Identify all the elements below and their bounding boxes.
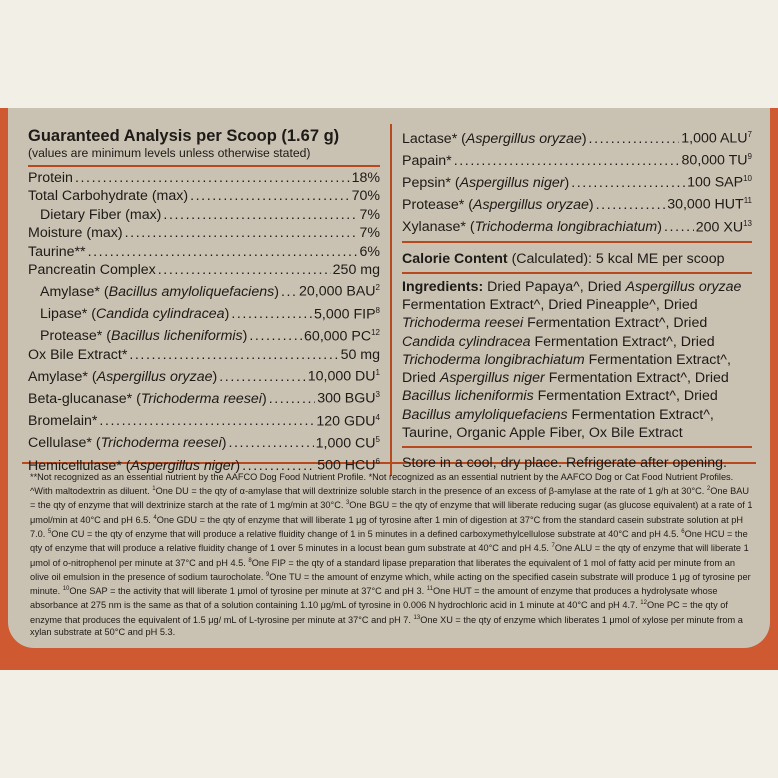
footnote-ref: 3 bbox=[375, 390, 380, 400]
value-text: 120 GDU bbox=[316, 413, 376, 430]
leader-dots bbox=[163, 206, 357, 224]
nutrient-name: Dietary Fiber (max) bbox=[40, 206, 162, 223]
footnote-number: 11 bbox=[426, 586, 433, 593]
footnote-ref: 9 bbox=[747, 152, 752, 162]
value-text: 70% bbox=[351, 188, 380, 205]
value-text: 5,000 FIP bbox=[314, 306, 376, 323]
title-rule bbox=[28, 165, 380, 167]
footnotes bbox=[30, 471, 754, 638]
nutrient-row bbox=[28, 224, 380, 242]
value-text: 30,000 HUT bbox=[667, 197, 744, 214]
nutrient-value bbox=[681, 126, 752, 148]
leader-dots bbox=[75, 169, 350, 187]
nutrient-value bbox=[308, 364, 380, 386]
nutrient-row bbox=[402, 215, 752, 237]
nutrient-value bbox=[687, 170, 752, 192]
calorie-text: (Calculated): 5 kcal ME per scoop bbox=[507, 250, 725, 267]
ingredient-text: Fermentation Extract^, Dried bbox=[544, 370, 729, 387]
nutrient-label bbox=[40, 283, 279, 301]
species-name: Aspergillus oryzae bbox=[96, 369, 213, 385]
footnote-ref: 13 bbox=[743, 218, 752, 228]
footnote-ref: 2 bbox=[375, 283, 380, 293]
column-divider bbox=[390, 124, 392, 476]
footnote-number: 9 bbox=[265, 571, 270, 578]
nutrient-row bbox=[28, 279, 380, 301]
paren-open: ( bbox=[87, 306, 97, 323]
nutrient-value bbox=[682, 148, 752, 170]
species-name: Trichoderma reesei bbox=[100, 435, 222, 452]
paren-close: ) bbox=[564, 175, 570, 192]
nutrient-value bbox=[359, 206, 380, 224]
paren-close: ) bbox=[235, 457, 241, 474]
value-text: 1,000 CU bbox=[315, 435, 376, 452]
footnote-number: 13 bbox=[413, 614, 421, 621]
nutrient-value bbox=[304, 324, 380, 346]
bottom-background bbox=[0, 670, 778, 778]
nutrient-row bbox=[28, 431, 380, 453]
value-text: 10,000 DU bbox=[307, 369, 376, 385]
nutrient-row bbox=[402, 148, 752, 170]
guaranteed-analysis-section bbox=[28, 126, 380, 475]
nutrient-row bbox=[28, 386, 380, 408]
ingredient-species: Bacillus amyloliquefaciens bbox=[402, 406, 568, 423]
leader-dots bbox=[129, 346, 338, 364]
ingredient-species: Trichoderma reesei bbox=[402, 315, 524, 332]
storage-rule bbox=[402, 446, 752, 448]
ingredient-species: Aspergillus oryzae bbox=[625, 278, 742, 295]
nutrient-name: Ox Bile Extract* bbox=[28, 346, 128, 363]
value-text: 100 SAP bbox=[687, 175, 744, 192]
nutrient-row bbox=[402, 126, 752, 148]
nutrient-name: Hemicellulase* bbox=[28, 457, 122, 474]
footnote-text: One BGU = the qty of enzyme that will liberate reducing sugar (as glucose equivalent) at a rate of 1 μmol/min at 40°C and pH 6.5. bbox=[30, 500, 753, 525]
species-name: Aspergillus oryzae bbox=[472, 197, 589, 214]
nutrient-row bbox=[402, 192, 752, 214]
nutrient-name: Total Carbohydrate (max) bbox=[28, 188, 189, 205]
paren-open: ( bbox=[132, 391, 141, 408]
nutrient-name: Moisture (max) bbox=[28, 225, 123, 242]
paren-open: ( bbox=[91, 435, 101, 452]
ingredient-text: Fermentation Extract^, Dried Pineapple^, Dried bbox=[402, 297, 698, 313]
leader-dots bbox=[125, 224, 358, 242]
footnote-number: 2 bbox=[706, 486, 711, 493]
footnote-ref: 6 bbox=[375, 456, 380, 466]
nutrient-row bbox=[28, 187, 380, 205]
footnote-text: One PC = the qty of enzyme that produces the equivalent of 1.5 μg/ mL of L-tyrosine per minute at 37°C and pH 7. bbox=[30, 600, 728, 625]
leader-dots bbox=[99, 412, 314, 430]
species-name: Bacillus amyloliquefaciens bbox=[108, 284, 275, 301]
footnote-number: 4 bbox=[153, 514, 157, 521]
footnote-ref: 1 bbox=[375, 368, 380, 378]
nutrient-row bbox=[28, 243, 380, 261]
footnote-text: One DU = the qty of α-amylase that will dextrinize soluble starch in the presence of an excess of β-amylase at the rate of 1 g/h at 30°C. bbox=[155, 486, 707, 497]
leader-dots bbox=[269, 390, 315, 408]
footnote-ref: 10 bbox=[743, 174, 752, 184]
value-text: 80,000 TU bbox=[681, 152, 748, 169]
nutrient-label bbox=[28, 368, 217, 386]
species-name: Aspergillus oryzae bbox=[465, 130, 582, 147]
ingredients-label: Ingredients: bbox=[402, 278, 484, 295]
leader-dots bbox=[454, 152, 680, 170]
footnote-text: One BAU = the qty of enzyme that will dextrinize starch at the rate of 1 mg/min at 30°C. bbox=[30, 486, 750, 511]
calorie-rule-top bbox=[402, 241, 752, 243]
paren-open: ( bbox=[99, 284, 109, 301]
nutrient-label bbox=[28, 434, 226, 452]
footnote-text: One SAP = the activity that will liberate 1 μmol of tyrosine per minute at 37°C and pH 3. bbox=[69, 586, 427, 597]
footnote-ref: 5 bbox=[375, 434, 380, 444]
nutrient-name: Protease* bbox=[40, 328, 103, 345]
analysis-rows bbox=[28, 169, 380, 475]
nutrient-label bbox=[28, 261, 156, 279]
nutrient-name: Pancreatin Complex bbox=[28, 262, 156, 279]
footnote-text: One HCU = the qty of enzyme that will produce a relative fluidity change of 1 over 5 minutes in a locust bean gum substrate at 40°C and pH 4.5. bbox=[30, 529, 748, 554]
paren-close: ) bbox=[242, 328, 248, 345]
nutrient-label bbox=[402, 196, 594, 214]
species-name: Trichoderma reesei bbox=[140, 391, 262, 408]
value-text: 7% bbox=[359, 225, 380, 242]
nutrient-row bbox=[28, 302, 380, 324]
nutrient-value bbox=[316, 431, 380, 453]
species-name: Trichoderma longibrachiatum bbox=[474, 219, 658, 236]
nutrient-name: Bromelain* bbox=[28, 413, 98, 430]
nutrient-row bbox=[28, 261, 380, 279]
calorie-label: Calorie Content bbox=[402, 250, 508, 267]
nutrient-label bbox=[40, 206, 161, 224]
value-text: 18% bbox=[351, 170, 380, 186]
leader-dots bbox=[664, 218, 694, 236]
value-text: 20,000 BAU bbox=[299, 284, 376, 301]
footnote-text: One FIP = the qty of a standard lipase preparation that liberates the equivalent of 1 mol of fatty acid per minute from an olive oil emulsion in the presence of sodium taurocholate. bbox=[30, 557, 735, 582]
footnote-text: One CU = the qty of enzyme that will produce a relative fluidity change of 1 in 5 minutes in a defined carboxymethylcellulose substrate at 40°C and pH 4.5. bbox=[51, 529, 682, 540]
nutrient-name: Papain* bbox=[402, 152, 452, 169]
footnote-text: One HUT = the amount of enzyme that produces a hydrolysate whose absorbance at 275 nm is the same as that of a solution containing 1.10 μg/mL of tyrosine in 0.006 N hydrochloric acid in 1 minute at 40°C and pH 4.7. bbox=[30, 586, 718, 611]
species-name: Aspergillus niger bbox=[459, 175, 565, 192]
footnote-number: 8 bbox=[248, 557, 252, 564]
guaranteed-analysis-subtitle: (values are minimum levels unless otherwise stated) bbox=[28, 146, 311, 160]
nutrient-label bbox=[402, 152, 452, 170]
paren-open: ( bbox=[450, 175, 460, 192]
leader-dots bbox=[281, 283, 297, 301]
paren-open: ( bbox=[464, 197, 473, 214]
value-text: 50 mg bbox=[340, 346, 380, 363]
paren-open: ( bbox=[87, 369, 97, 385]
nutrient-label bbox=[40, 305, 229, 323]
value-text: 500 HCU bbox=[317, 457, 376, 474]
nutrient-name: Beta-glucanase* bbox=[28, 391, 133, 408]
nutrient-value bbox=[314, 302, 380, 324]
paren-close: ) bbox=[261, 391, 267, 408]
paren-open: ( bbox=[457, 130, 466, 147]
nutrient-value bbox=[359, 243, 380, 261]
footnote-ref: 4 bbox=[375, 412, 380, 422]
leader-dots bbox=[88, 243, 358, 261]
leader-dots bbox=[228, 434, 313, 452]
ingredient-species: Aspergillus niger bbox=[439, 370, 545, 387]
ingredients bbox=[402, 278, 752, 443]
paren-open: ( bbox=[102, 328, 111, 345]
value-text: 250 mg bbox=[332, 262, 380, 279]
leader-dots bbox=[231, 305, 312, 323]
nutrient-label bbox=[28, 243, 86, 261]
footnote-ref: 11 bbox=[743, 196, 752, 206]
enzyme-rows bbox=[402, 126, 752, 237]
nutrient-label bbox=[28, 412, 97, 430]
footnote-text: One XU = the qty of enzyme which liberates 1 μmol of xylose per minute from a xylan substrate at 50°C and pH 5.3. bbox=[30, 614, 743, 637]
nutrient-label bbox=[28, 224, 123, 242]
paren-close: ) bbox=[588, 197, 594, 214]
footnote-text: One GDU = the qty of enzyme that will liberate 1 μg of tyrosine after 1 min of digestion at 37°C from the standard casein substrate solution at pH 7.0. bbox=[30, 514, 743, 540]
footnote-number: 1 bbox=[152, 486, 156, 493]
nutrient-value bbox=[667, 192, 752, 214]
nutrient-row bbox=[402, 170, 752, 192]
nutrient-name: Pepsin* bbox=[402, 175, 451, 192]
calorie-content bbox=[402, 250, 752, 268]
paren-close: ) bbox=[657, 219, 662, 236]
nutrient-name: Xylanase* bbox=[402, 219, 466, 236]
value-text: 1,000 ALU bbox=[681, 130, 748, 147]
top-background bbox=[0, 0, 778, 108]
nutrient-label bbox=[28, 187, 188, 205]
nutrient-label bbox=[402, 174, 569, 192]
nutrient-name: Taurine** bbox=[28, 243, 86, 260]
leader-dots bbox=[219, 368, 305, 386]
leader-dots bbox=[596, 196, 666, 214]
nutrient-value bbox=[352, 187, 380, 205]
leader-dots bbox=[158, 261, 331, 279]
species-name: Candida cylindracea bbox=[96, 306, 225, 323]
label-panel bbox=[8, 108, 770, 648]
leader-dots bbox=[571, 174, 685, 192]
footnote-number: 3 bbox=[345, 500, 350, 507]
value-text: 7% bbox=[359, 206, 380, 223]
nutrient-row bbox=[28, 206, 380, 224]
species-name: Bacillus licheniformis bbox=[110, 328, 243, 345]
ingredient-species: Trichoderma longibrachiatum bbox=[402, 351, 585, 368]
footnote-text: One TU = the amount of enzyme which, while acting on the specified casein substrate will produce 1 μg of tyrosine per minute. bbox=[30, 571, 751, 597]
right-column bbox=[402, 126, 752, 472]
paren-close: ) bbox=[221, 435, 227, 452]
footnote-number: 7 bbox=[551, 543, 555, 550]
value-text: 200 XU bbox=[695, 219, 744, 236]
ingredient-text: Fermentation Extract^, Taurine, Organic Apple Fiber, Ox Bile Extract bbox=[402, 406, 714, 442]
leader-dots bbox=[589, 130, 680, 148]
footnote-ref: 12 bbox=[371, 327, 380, 337]
footnote-text: **Not recognized as an essential nutrient by the AAFCO Dog Food Nutrient Profile. *Not recognized as an essential nutrient by the AAFCO Dog or Cat Food Nutrient Profiles. ^With maltodextrin as diluent. bbox=[30, 472, 734, 497]
paren-close: ) bbox=[212, 369, 218, 385]
nutrient-value bbox=[316, 409, 380, 431]
paren-open: ( bbox=[121, 457, 131, 474]
leader-dots bbox=[190, 187, 350, 205]
ingredient-text: Fermentation Extract^, Dried bbox=[402, 351, 731, 387]
nutrient-row bbox=[28, 364, 380, 386]
paren-close: ) bbox=[274, 284, 279, 301]
calorie-rule-bottom bbox=[402, 272, 752, 274]
nutrient-name: Protease* bbox=[402, 197, 465, 214]
ingredient-species: Candida cylindracea bbox=[402, 333, 531, 350]
nutrient-row bbox=[28, 346, 380, 364]
ingredient-text: Fermentation Extract^, Dried bbox=[530, 333, 715, 350]
nutrient-name: Lactase* bbox=[402, 130, 458, 147]
paren-close: ) bbox=[224, 306, 230, 323]
nutrient-name: Protein bbox=[28, 170, 73, 186]
nutrient-row bbox=[28, 169, 380, 187]
ingredient-text: Fermentation Extract^, Dried bbox=[533, 388, 718, 405]
footnote-ref: 7 bbox=[747, 130, 752, 139]
footnote-number: 6 bbox=[681, 529, 685, 535]
guaranteed-analysis-title: Guaranteed Analysis per Scoop (1.67 g) bbox=[28, 127, 340, 145]
value-text: 300 BGU bbox=[317, 391, 376, 408]
nutrient-name: Lipase* bbox=[40, 306, 88, 323]
ingredient-text: Dried Papaya^, Dried bbox=[483, 278, 626, 295]
nutrient-label bbox=[402, 130, 587, 148]
nutrient-label bbox=[28, 346, 127, 364]
ingredient-species: Bacillus licheniformis bbox=[402, 388, 534, 405]
footnote-number: 10 bbox=[62, 586, 70, 593]
nutrient-value bbox=[317, 386, 380, 408]
ingredients-text bbox=[402, 279, 741, 441]
nutrient-row bbox=[28, 409, 380, 431]
nutrient-value bbox=[341, 346, 380, 364]
nutrient-row bbox=[28, 324, 380, 346]
footnote-number: 12 bbox=[640, 600, 647, 607]
paren-open: ( bbox=[465, 219, 475, 236]
species-name: Aspergillus niger bbox=[130, 457, 236, 474]
nutrient-label bbox=[28, 169, 73, 187]
nutrient-label bbox=[402, 218, 662, 236]
nutrient-label bbox=[40, 327, 247, 345]
nutrient-name: Cellulase* bbox=[28, 435, 92, 452]
nutrient-value bbox=[352, 169, 380, 187]
nutrient-value bbox=[359, 224, 380, 242]
storage-instructions: Store in a cool, dry place. Refrigerate after opening. bbox=[402, 455, 727, 472]
leader-dots bbox=[249, 327, 302, 345]
nutrient-value bbox=[696, 215, 752, 237]
nutrient-name: Amylase* bbox=[40, 284, 100, 301]
ingredient-text: Fermentation Extract^, Dried bbox=[523, 315, 708, 332]
nutrient-name: Amylase* bbox=[28, 369, 88, 385]
nutrient-value bbox=[299, 279, 380, 301]
footnote-ref: 8 bbox=[375, 305, 380, 315]
value-text: 60,000 PC bbox=[304, 328, 372, 345]
nutrient-label bbox=[28, 390, 267, 408]
paren-close: ) bbox=[581, 130, 587, 147]
nutrient-value bbox=[333, 261, 380, 279]
footnote-text: One ALU = the qty of enzyme that will liberate 1 μmol of o-nitrophenol per minute at 37°C and pH 4.5. bbox=[30, 543, 749, 568]
value-text: 6% bbox=[359, 243, 380, 260]
footnote-number: 5 bbox=[47, 529, 52, 535]
